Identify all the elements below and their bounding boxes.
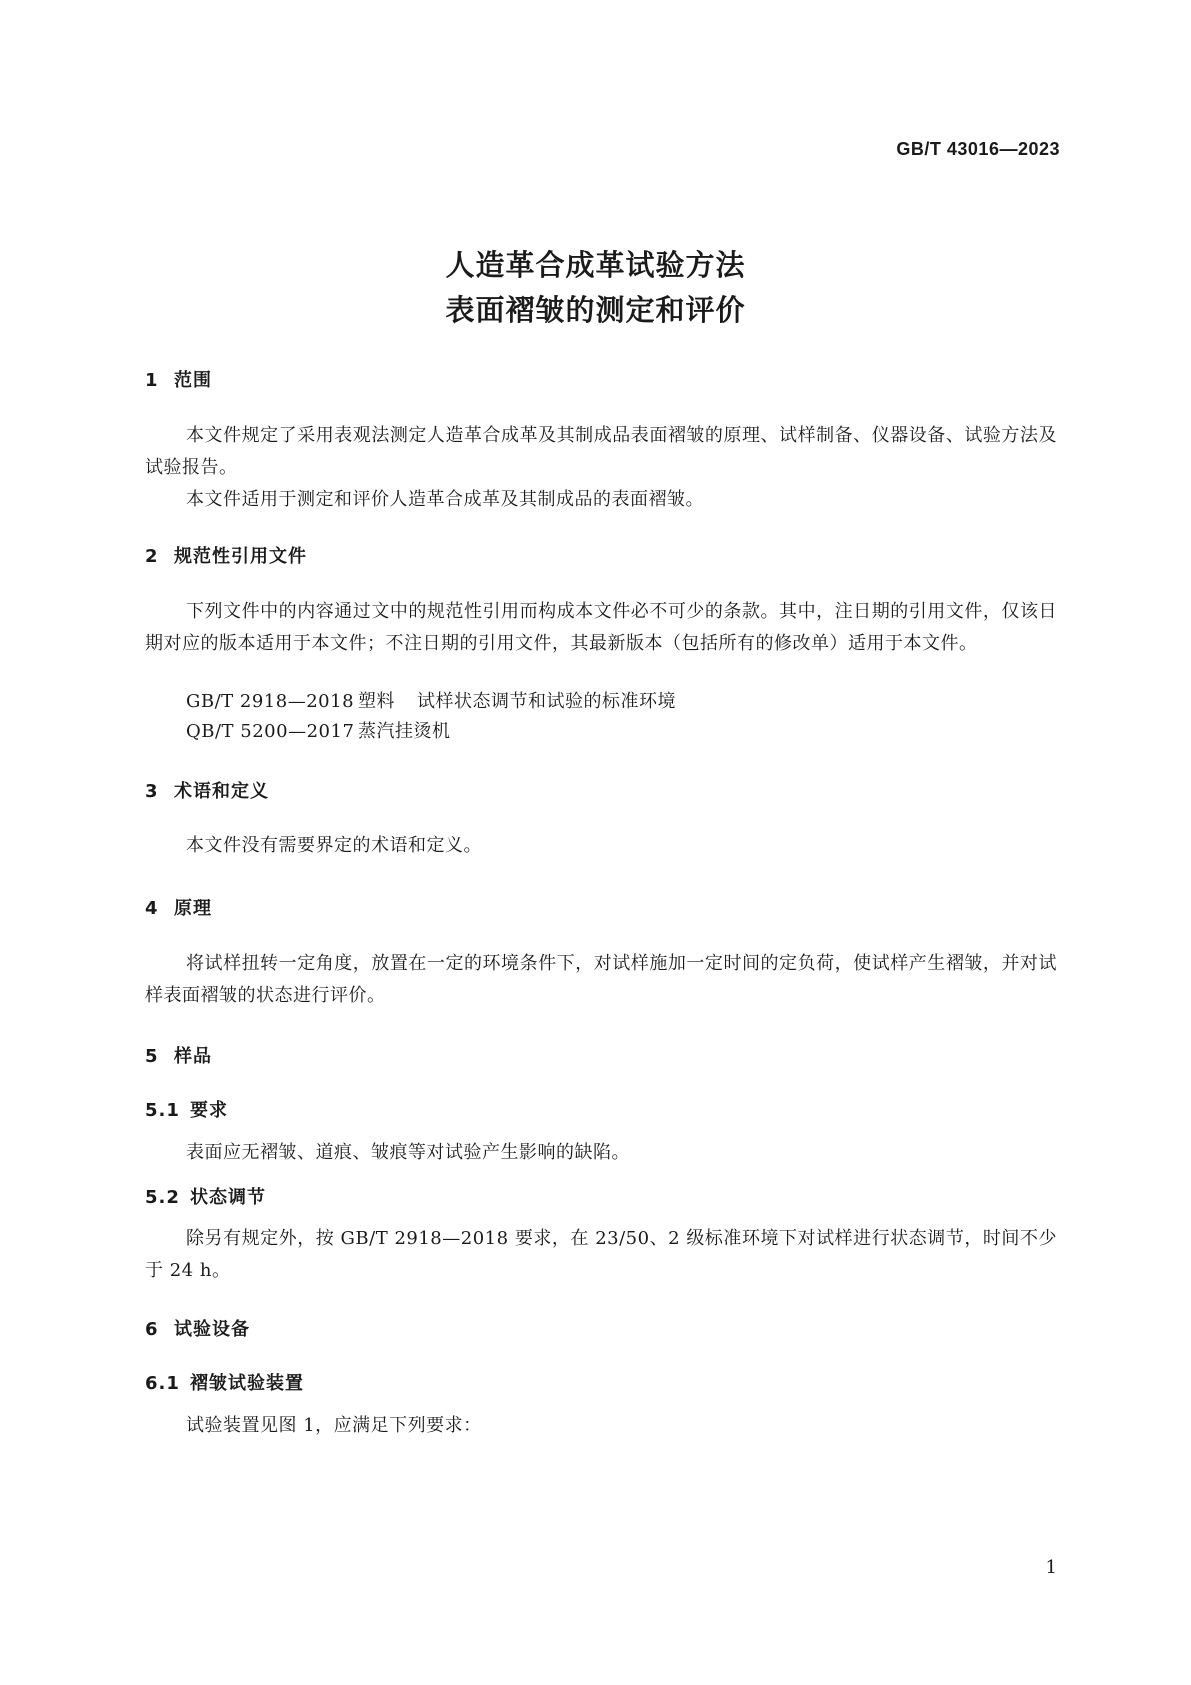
section-6-1-paragraph: 试验装置见图 1，应满足下列要求：: [186, 1415, 482, 1436]
section-1-paragraph-2: 本文件适用于测定和评价人造革合成革及其制成品的表面褶皱。: [186, 489, 704, 510]
section-1-paragraph-1: 本文件规定了采用表观法测定人造革合成革及其制成品表面褶皱的原理、试样制备、仪器设备、试验方法及试验报告。: [145, 425, 1057, 478]
subsection-title: 褶皱试验装置: [190, 1373, 304, 1394]
section-3-heading: [145, 777, 269, 803]
normative-reference-1: [186, 687, 676, 713]
section-title: 规范性引用文件: [174, 546, 307, 567]
section-number: 4: [145, 898, 159, 919]
section-title: 原理: [174, 898, 212, 919]
section-number: 5: [145, 1046, 159, 1067]
reference-code: QB/T 5200—2017: [186, 721, 355, 742]
section-4-heading: [145, 894, 212, 920]
subsection-number: 5.2: [145, 1187, 180, 1208]
section-number: 3: [145, 781, 159, 802]
section-title: 术语和定义: [174, 781, 269, 802]
page-number: 1: [1045, 1557, 1057, 1578]
subsection-title: 要求: [190, 1100, 228, 1121]
subsection-number: 5.1: [145, 1100, 180, 1121]
section-6-heading: [145, 1315, 250, 1341]
document-title-line-1: 人造革合成革试验方法: [445, 248, 746, 282]
section-5-heading: [145, 1042, 212, 1068]
section-title: 范围: [174, 370, 212, 391]
section-2-heading: [145, 542, 307, 568]
reference-title-part-2: 试样状态调节和试验的标准环境: [417, 691, 676, 712]
section-5-1-paragraph: 表面应无褶皱、道痕、皱痕等对试验产生影响的缺陷。: [186, 1142, 630, 1163]
section-6-1-heading: [145, 1369, 304, 1395]
section-5-1-heading: [145, 1096, 228, 1122]
normative-reference-2: [186, 717, 473, 743]
reference-title: 蒸汽挂烫机: [358, 721, 451, 742]
section-number: 6: [145, 1319, 159, 1340]
reference-code: GB/T 2918—2018: [186, 691, 355, 712]
document-title-line-2: 表面褶皱的测定和评价: [445, 293, 746, 327]
section-2-paragraph-1: 下列文件中的内容通过文中的规范性引用而构成本文件必不可少的条款。其中，注日期的引用文件，仅该日期对应的版本适用于本文件；不注日期的引用文件，其最新版本（包括所有的修改单）适用于本文件。: [145, 601, 1057, 654]
standard-number: GB/T 43016—2023: [896, 139, 1060, 159]
section-title: 样品: [174, 1046, 212, 1067]
section-title: 试验设备: [174, 1319, 250, 1340]
section-3-paragraph-1: 本文件没有需要界定的术语和定义。: [186, 835, 482, 856]
section-1-heading: [145, 366, 212, 392]
section-5-2-heading: [145, 1183, 266, 1209]
section-5-2-paragraph: 除另有规定外，按 GB/T 2918—2018 要求，在 23/50、2 级标准环境下对试样进行状态调节，时间不少于 24 h。: [145, 1228, 1057, 1281]
subsection-number: 6.1: [145, 1373, 180, 1394]
section-number: 2: [145, 546, 159, 567]
reference-title-part-1: 塑料: [358, 691, 395, 712]
subsection-title: 状态调节: [190, 1187, 266, 1208]
section-4-paragraph-1: 将试样扭转一定角度，放置在一定的环境条件下，对试样施加一定时间的定负荷，使试样产生褶皱，并对试样表面褶皱的状态进行评价。: [145, 953, 1057, 1006]
section-number: 1: [145, 370, 159, 391]
